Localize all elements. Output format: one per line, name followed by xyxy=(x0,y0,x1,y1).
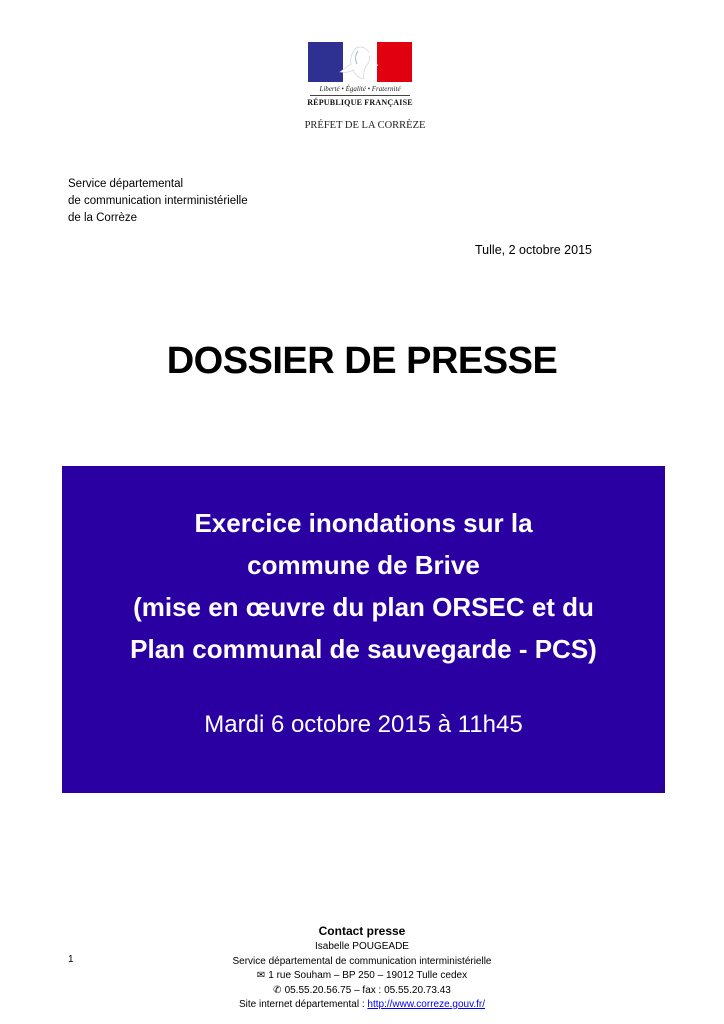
logo-divider xyxy=(310,95,410,96)
document-date: Tulle, 2 octobre 2015 xyxy=(475,243,592,257)
contact-address-line xyxy=(0,969,724,984)
prefecture-name: PRÉFET DE LA CORRÈZE xyxy=(304,120,426,131)
page-number: 1 xyxy=(68,954,74,965)
event-date: Mardi 6 octobre 2015 à 11h45 xyxy=(204,711,523,738)
event-title-line: Exercice inondations sur la xyxy=(194,508,533,538)
contact-website-line xyxy=(0,998,724,1013)
event-banner xyxy=(62,466,665,793)
contact-service: Service départemental de communication interministérielle xyxy=(232,955,492,967)
contact-phone-line xyxy=(0,984,724,999)
contact-name: Isabelle POUGEADE xyxy=(315,941,409,952)
republic-motto: Liberté • Égalité • Fraternité xyxy=(319,85,401,93)
sender-line: de la Corrèze xyxy=(68,212,138,224)
sender-line: de communication interministérielle xyxy=(68,195,248,207)
marianne-flag-icon xyxy=(308,42,412,82)
contact-title: Contact presse xyxy=(318,924,406,938)
contact-phone: 05.55.20.56.75 – fax : 05.55.20.73.43 xyxy=(284,984,451,996)
website-label: Site internet départemental : xyxy=(238,999,368,1010)
page-title: DOSSIER DE PRESSE xyxy=(166,340,558,382)
contact-address: 1 rue Souham – BP 250 – 19012 Tulle cedex xyxy=(268,970,468,981)
event-title-line: (mise en œuvre du plan ORSEC et du xyxy=(133,592,594,622)
website-link[interactable]: http://www.correze.gouv.fr/ xyxy=(367,999,486,1010)
event-title-line: commune de Brive xyxy=(247,550,480,580)
republic-name: RÉPUBLIQUE FRANÇAISE xyxy=(307,98,413,107)
event-title-line: Plan communal de sauvegarde - PCS) xyxy=(130,634,597,664)
press-contact xyxy=(0,923,724,1013)
marianne-logo xyxy=(296,42,434,137)
event-title xyxy=(62,502,665,670)
sender-block xyxy=(68,176,248,227)
sender-line: Service départemental xyxy=(68,178,184,190)
phone-icon: ✆ xyxy=(273,984,282,996)
envelope-icon: ✉ xyxy=(256,970,266,981)
